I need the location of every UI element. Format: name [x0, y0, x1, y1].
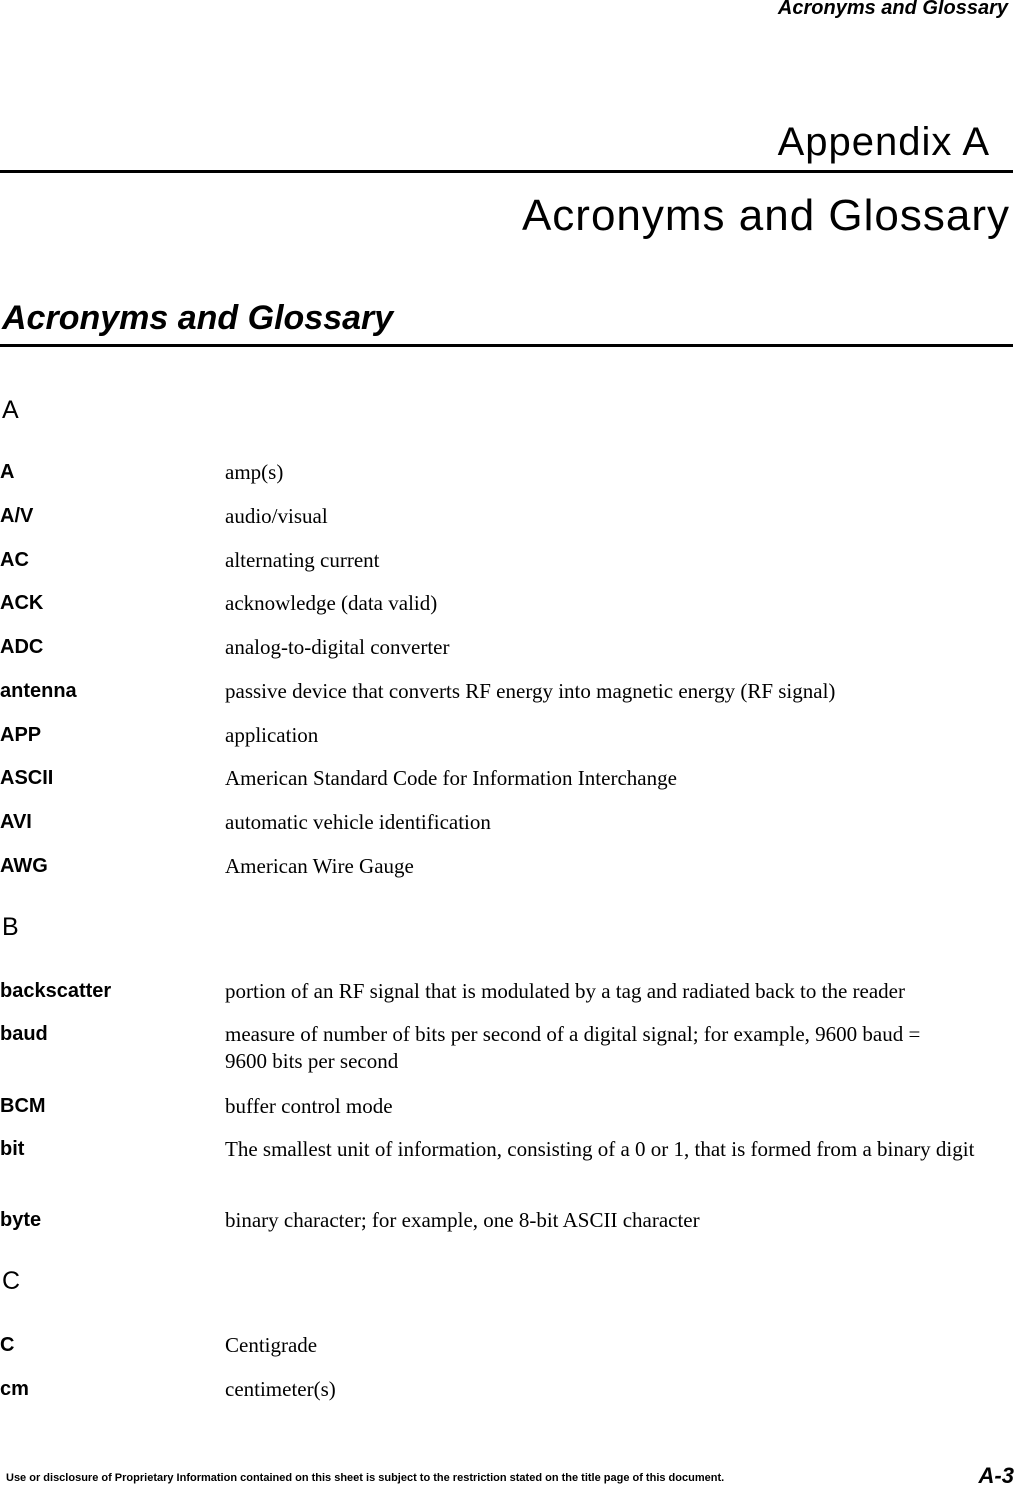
section-title: Acronyms and Glossary [2, 299, 394, 337]
group-letter-a: A [2, 396, 19, 424]
glossary-term: bit [0, 1138, 25, 1160]
glossary-definition: American Standard Code for Information Interchange [225, 766, 677, 790]
chapter-divider [0, 170, 1013, 173]
glossary-definition: passive device that converts RF energy into magnetic energy (RF signal) [225, 679, 836, 703]
glossary-term: ACK [0, 592, 44, 614]
glossary-definition: American Wire Gauge [225, 854, 414, 878]
glossary-term: ADC [0, 636, 44, 658]
glossary-term: ASCII [0, 767, 54, 789]
glossary-definition: Centigrade [225, 1333, 318, 1357]
glossary-definition: centimeter(s) [225, 1377, 336, 1401]
glossary-term: A [0, 461, 15, 483]
group-letter-b: B [2, 913, 19, 941]
glossary-term: A/V [0, 505, 34, 527]
glossary-definition: analog-to-digital converter [225, 635, 450, 659]
glossary-term: BCM [0, 1095, 46, 1117]
glossary-definition: automatic vehicle identification [225, 810, 491, 834]
glossary-term: APP [0, 724, 42, 746]
section-divider [0, 344, 1013, 347]
glossary-definition: buffer control mode [225, 1094, 393, 1118]
glossary-term: AC [0, 549, 29, 571]
glossary-definition: amp(s) [225, 460, 284, 484]
glossary-definition: audio/visual [225, 504, 328, 528]
glossary-term: byte [0, 1209, 42, 1231]
group-letter-c: C [2, 1267, 21, 1295]
glossary-term: AVI [0, 811, 32, 833]
glossary-definition: measure of number of bits per second of a digital signal; for example, 9600 baud = 9600 bits per second [225, 1022, 921, 1073]
glossary-definition: alternating current [225, 548, 380, 572]
glossary-definition: acknowledge (data valid) [225, 591, 438, 615]
running-header: Acronyms and Glossary [777, 0, 1008, 19]
glossary-definition: binary character; for example, one 8-bit ASCII character [225, 1208, 700, 1232]
chapter-title: Acronyms and Glossary [521, 191, 1010, 240]
glossary-definition: The smallest unit of information, consisting of a 0 or 1, that is formed from a binary digit [225, 1137, 975, 1161]
glossary-definition: portion of an RF signal that is modulated by a tag and radiated back to the reader [225, 979, 905, 1003]
glossary-definition: application [225, 723, 319, 747]
glossary-term: antenna [0, 680, 77, 702]
glossary-term: cm [0, 1378, 29, 1400]
glossary-term: AWG [0, 855, 48, 877]
proprietary-notice: Use or disclosure of Proprietary Information contained on this sheet is subject to the restriction stated on the title page of this document. [6, 1472, 725, 1484]
glossary-term: backscatter [0, 980, 112, 1002]
glossary-term: C [0, 1334, 15, 1356]
glossary-term: baud [0, 1023, 48, 1045]
appendix-label: Appendix A [777, 120, 990, 164]
page-number: A-3 [978, 1463, 1014, 1488]
